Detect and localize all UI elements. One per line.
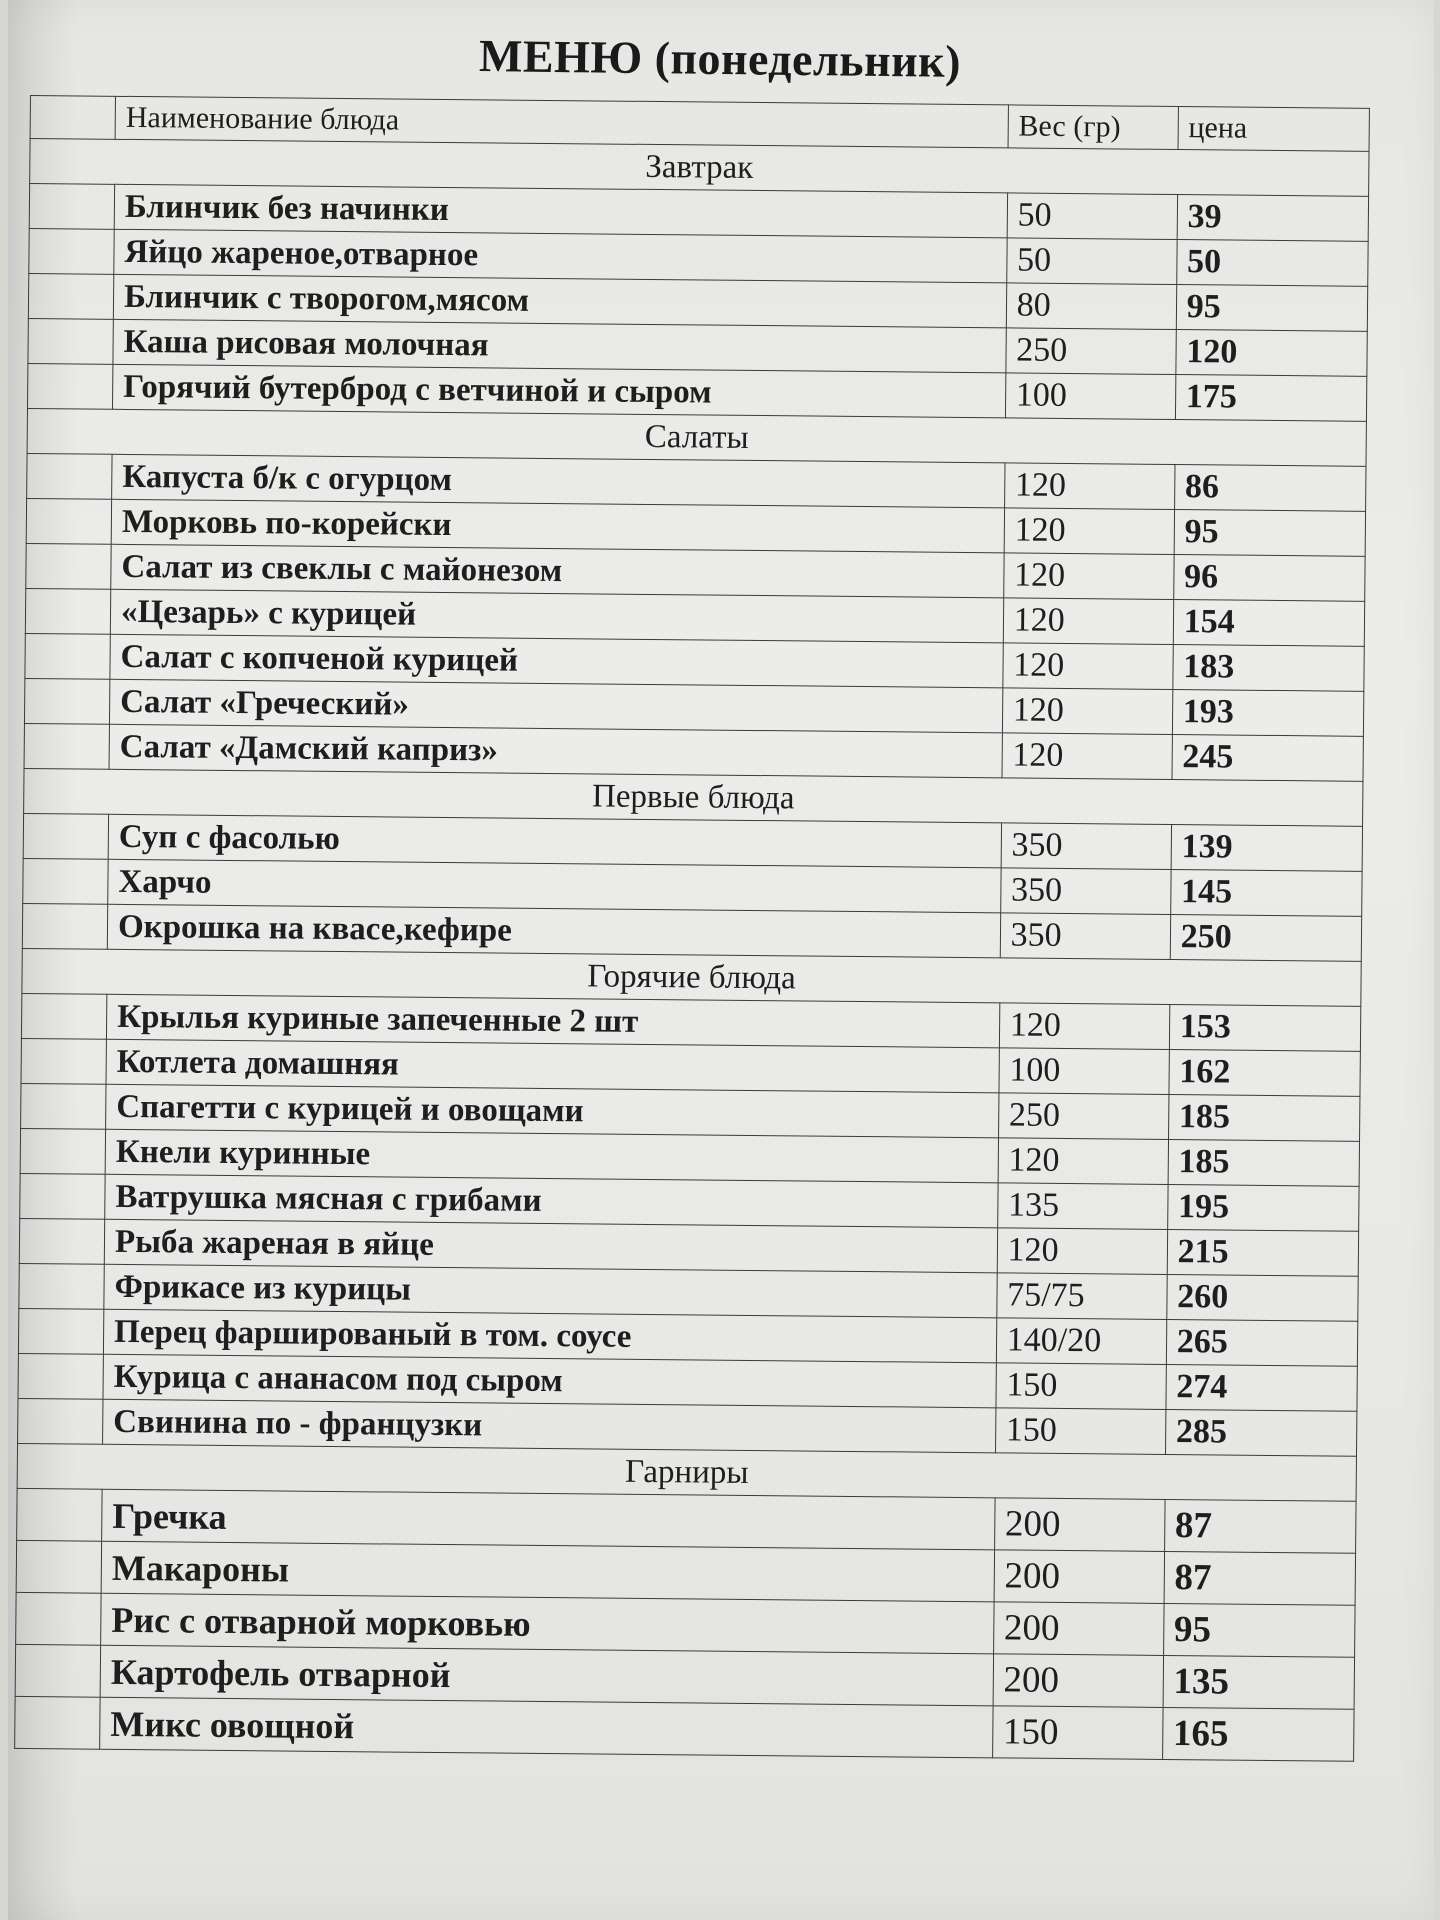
item-weight: 120 — [1002, 733, 1172, 780]
header-index-cell — [30, 96, 115, 140]
item-index-cell — [20, 1128, 105, 1174]
item-price: 87 — [1164, 1499, 1356, 1553]
item-name: Микс овощной — [100, 1697, 993, 1758]
item-weight: 200 — [994, 1550, 1165, 1604]
item-price: 154 — [1173, 599, 1365, 646]
item-price: 95 — [1174, 510, 1366, 557]
item-index-cell — [24, 723, 109, 769]
item-weight: 80 — [1006, 283, 1176, 330]
item-name: Харчо — [108, 859, 1001, 913]
section-title: Горячие блюда — [22, 948, 1361, 1006]
item-index-cell — [18, 1308, 103, 1354]
item-index-cell — [15, 1696, 101, 1749]
item-name: Спагетти с курицей и овощами — [106, 1084, 999, 1138]
item-index-cell — [28, 273, 113, 319]
item-price: 153 — [1169, 1004, 1361, 1051]
item-weight: 350 — [1000, 868, 1170, 915]
item-weight: 120 — [1003, 643, 1173, 690]
item-weight: 135 — [997, 1183, 1167, 1230]
item-name: Курица с ананасом под сыром — [103, 1354, 996, 1408]
item-weight: 120 — [1002, 688, 1172, 735]
item-price: 39 — [1177, 195, 1369, 242]
item-name: Кнели куринные — [105, 1129, 998, 1183]
item-index-cell — [25, 633, 110, 679]
item-weight: 250 — [998, 1093, 1168, 1140]
item-weight: 200 — [993, 1654, 1164, 1708]
item-weight: 150 — [992, 1706, 1163, 1760]
menu-table-body — [15, 96, 1370, 1762]
item-weight: 150 — [995, 1408, 1165, 1455]
item-weight: 200 — [993, 1602, 1164, 1656]
item-name: Блинчик без начинки — [114, 184, 1007, 238]
item-weight: 120 — [999, 1003, 1169, 1050]
item-weight: 140/20 — [996, 1318, 1166, 1365]
header-price: цена — [1178, 107, 1370, 152]
item-index-cell — [23, 858, 108, 904]
item-index-cell — [20, 1173, 105, 1219]
item-name: Рис с отварной морковью — [101, 1593, 994, 1654]
section-title: Гарниры — [17, 1443, 1356, 1501]
item-index-cell — [19, 1263, 104, 1309]
item-name: Крылья куриные запеченные 2 шт — [106, 994, 999, 1048]
item-name: «Цезарь» с курицей — [110, 589, 1003, 643]
item-index-cell — [21, 1083, 106, 1129]
item-weight: 100 — [1005, 373, 1175, 420]
item-name: Макароны — [101, 1541, 994, 1602]
item-name: Котлета домашняя — [106, 1039, 999, 1093]
item-name: Свинина по - французки — [103, 1399, 996, 1453]
item-name: Салат с копченой курицей — [110, 634, 1003, 688]
item-price: 87 — [1164, 1551, 1356, 1605]
item-name: Салат «Греческий» — [109, 679, 1002, 733]
section-title: Завтрак — [30, 139, 1369, 197]
item-index-cell — [21, 993, 106, 1039]
item-weight: 200 — [994, 1498, 1165, 1552]
item-index-cell — [16, 1540, 102, 1593]
item-index-cell — [28, 318, 113, 364]
item-weight: 75/75 — [996, 1273, 1166, 1320]
item-index-cell — [27, 453, 112, 499]
item-weight: 120 — [997, 1228, 1167, 1275]
item-index-cell — [26, 543, 111, 589]
item-name: Гречка — [102, 1489, 995, 1550]
item-price: 260 — [1167, 1274, 1359, 1321]
menu-title: МЕНЮ (понедельник) — [478, 30, 962, 87]
item-price: 285 — [1165, 1409, 1357, 1456]
item-price: 175 — [1175, 375, 1367, 422]
item-index-cell — [25, 588, 110, 634]
item-price: 120 — [1176, 330, 1368, 377]
item-price: 265 — [1166, 1319, 1358, 1366]
item-price: 250 — [1170, 914, 1362, 961]
item-index-cell — [15, 1644, 101, 1697]
item-index-cell — [26, 498, 111, 544]
item-name: Салат из свеклы с майонезом — [111, 544, 1004, 598]
item-name: Каша рисовая молочная — [113, 319, 1006, 373]
item-price: 195 — [1167, 1184, 1359, 1231]
item-weight: 120 — [1004, 463, 1174, 510]
item-price: 86 — [1174, 465, 1366, 512]
item-name: Фрикасе из курицы — [104, 1264, 997, 1318]
item-index-cell — [29, 184, 114, 230]
item-name: Суп с фасолью — [108, 814, 1001, 868]
section-title: Салаты — [27, 408, 1366, 466]
item-price: 95 — [1163, 1603, 1355, 1657]
item-price: 245 — [1172, 734, 1364, 781]
item-index-cell — [16, 1592, 102, 1645]
item-index-cell — [18, 1353, 103, 1399]
item-weight: 150 — [996, 1363, 1166, 1410]
item-price: 96 — [1173, 555, 1365, 602]
header-name: Наименование блюда — [115, 96, 1008, 148]
item-price: 185 — [1168, 1094, 1360, 1141]
item-name: Ватрушка мясная с грибами — [105, 1174, 998, 1228]
item-index-cell — [24, 678, 109, 724]
header-weight: Вес (гр) — [1008, 105, 1178, 150]
item-price: 165 — [1162, 1707, 1354, 1761]
item-price: 145 — [1170, 869, 1362, 916]
item-index-cell — [17, 1488, 103, 1541]
item-name: Капуста б/к с огурцом — [112, 454, 1005, 508]
item-index-cell — [21, 1038, 106, 1084]
item-weight: 350 — [1000, 913, 1170, 960]
item-price: 95 — [1176, 285, 1368, 332]
item-weight: 120 — [998, 1138, 1168, 1185]
item-name: Горячий бутерброд с ветчиной и сыром — [113, 364, 1006, 418]
item-price: 185 — [1168, 1139, 1360, 1186]
item-weight: 120 — [1004, 508, 1174, 555]
item-price: 183 — [1173, 644, 1365, 691]
item-index-cell — [29, 228, 114, 274]
item-name: Окрошка на квасе,кефире — [107, 904, 1000, 958]
item-index-cell — [23, 813, 108, 859]
item-weight: 50 — [1006, 238, 1176, 285]
item-weight: 350 — [1001, 823, 1171, 870]
item-price: 215 — [1167, 1229, 1359, 1276]
item-index-cell — [22, 903, 107, 949]
item-index-cell — [19, 1218, 104, 1264]
item-price: 135 — [1163, 1655, 1355, 1709]
item-name: Салат «Дамский каприз» — [109, 724, 1002, 778]
item-name: Картофель отварной — [100, 1645, 993, 1706]
item-weight: 120 — [1003, 553, 1173, 600]
item-name: Рыба жареная в яйце — [104, 1219, 997, 1273]
section-title: Первые блюда — [24, 768, 1363, 826]
item-name: Яйцо жареное,отварное — [114, 229, 1007, 283]
item-price: 162 — [1169, 1049, 1361, 1096]
item-weight: 250 — [1006, 328, 1176, 375]
item-price: 50 — [1176, 240, 1368, 287]
item-name: Перец фаршированый в том. соусе — [103, 1309, 996, 1363]
item-weight: 50 — [1007, 193, 1177, 240]
item-index-cell — [18, 1398, 103, 1444]
item-weight: 120 — [1003, 598, 1173, 645]
item-weight: 100 — [999, 1048, 1169, 1095]
item-price: 274 — [1166, 1364, 1358, 1411]
item-index-cell — [27, 363, 112, 409]
item-name: Блинчик с творогом,мясом — [113, 274, 1006, 328]
item-price: 139 — [1171, 824, 1363, 871]
menu-table — [14, 95, 1370, 1762]
item-name: Морковь по-корейски — [111, 499, 1004, 553]
item-price: 193 — [1172, 689, 1364, 736]
